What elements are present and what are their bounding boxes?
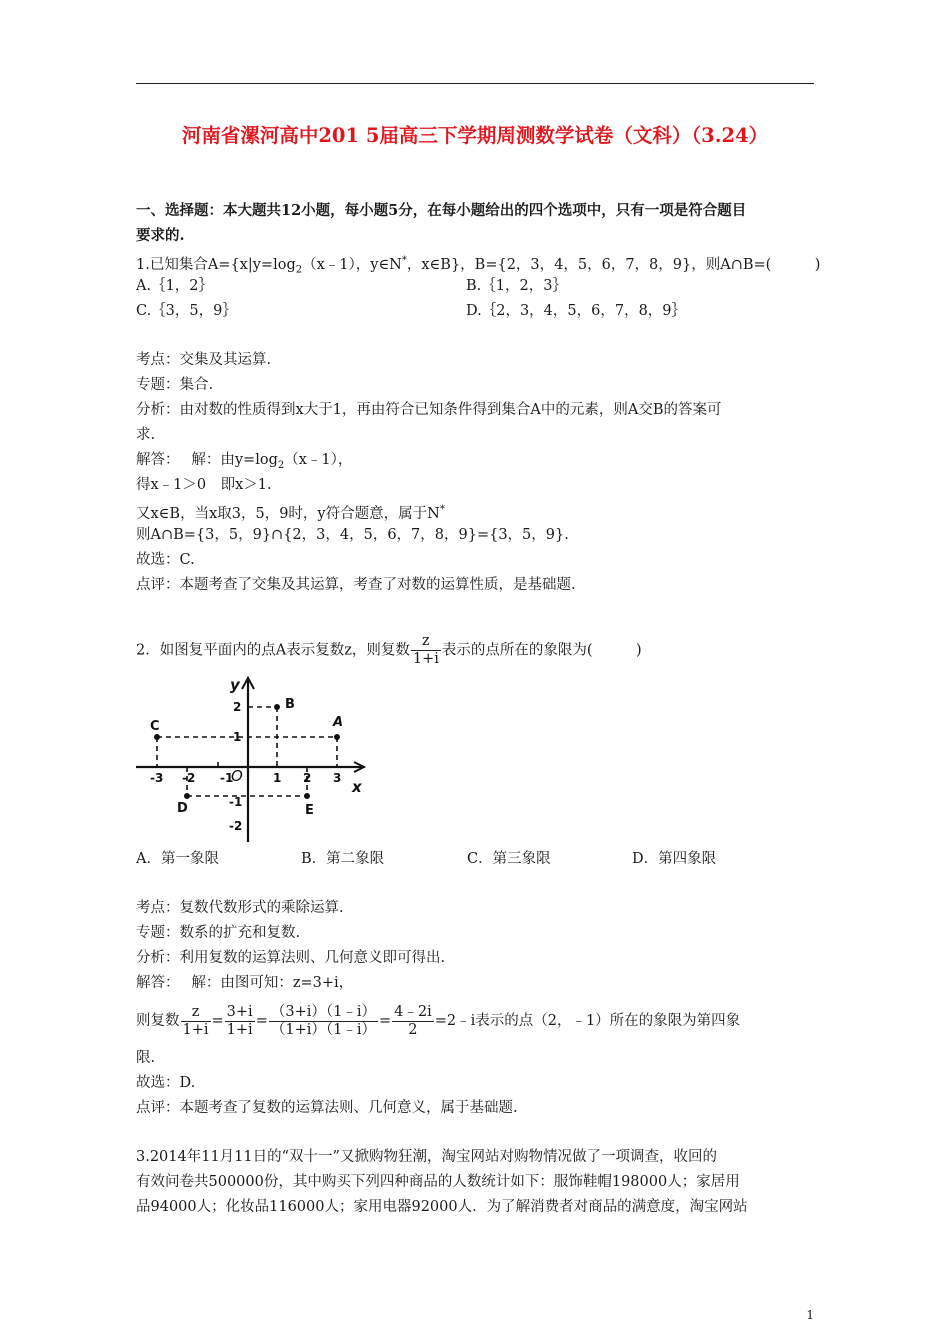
q2-kaodian: 考点：复数代数形式的乘除运算.	[136, 900, 344, 916]
xtick-2: 2	[303, 771, 312, 785]
section-heading: 一、选择题：本大题共12小题，每小题5分，在每小题给出的四个选项中，只有一项是符合题目	[136, 202, 747, 219]
q1-option-a: A.｛1，2｝	[136, 278, 214, 294]
q1-stem: 1.已知集合$A=\{x|y=\log_2(x﹣1)$，y∈N*，x∈B}，B={2，3，4，5，6，7，8，9}，则A∩B=( )	[136, 255, 821, 276]
q1-option-c: C.｛3，5，9｝	[136, 303, 237, 319]
ytick-1: 1	[233, 730, 242, 744]
q3-line-1: 3.2014年11月11日的“双十一”又掀购物狂潮，淘宝网站对购物情况做了一项调查，收回的	[136, 1149, 717, 1165]
q2-fraction: $\frac{z}{1+i}$	[412, 633, 439, 667]
origin-label: O	[231, 767, 243, 785]
q1-fenxi: 分析：由对数的性质得到x大于1，再由符合已知条件得到集合A中的元素，则A交B的答案可	[136, 402, 722, 418]
q2-option-b: B．第二象限	[301, 851, 385, 867]
point-b-label: B	[285, 697, 295, 712]
point-c-label: C	[150, 719, 160, 734]
xtick-3: 3	[333, 771, 342, 785]
q1-fenxi-cont: 求.	[136, 427, 156, 443]
q2-answer: 故选：D.	[136, 1075, 196, 1091]
page-number: 1	[806, 1308, 814, 1322]
q2-calculation: 则复数 $\frac{z}{1+i}$ = $\frac{3+i}{1+i}$ = $\frac{(3+i)(1﹣i)}{(1+i)(1﹣i)}$ = $\frac{4﹣2i}{2}$ =2﹣i表示的点（2，﹣1）所在的象限为第四象	[136, 1003, 741, 1038]
q1-comment: 点评：本题考查了交集及其运算，考查了对数的运算性质，是基础题.	[136, 577, 576, 593]
xtick-m3: -3	[150, 771, 164, 785]
q1-step1: 得x﹣1＞0 即x＞1.	[136, 477, 272, 493]
q1-jieda: 解答： 解：由$y=\log_2(x﹣1)$，	[136, 452, 353, 471]
section-heading-cont: 要求的.	[136, 227, 185, 244]
xtick-1: 1	[273, 771, 282, 785]
q3-line-2: 有效问卷共500000份，其中购买下列四种商品的人数统计如下：服饰鞋帽198000人；家居用	[136, 1174, 740, 1190]
q1-zhuanti: 专题：集合.	[136, 377, 214, 393]
page-title: 河南省漯河高中201 5届高三下学期周测数学试卷（文科）（3.24）	[181, 124, 769, 147]
q1-kaodian: 考点：交集及其运算.	[136, 352, 272, 368]
q2-option-d: D．第四象限	[632, 851, 717, 867]
axis-x-label: x	[352, 778, 362, 796]
q1-option-d: D.｛2，3，4，5，6，7，8，9｝	[466, 303, 687, 319]
ytick-2: 2	[233, 700, 242, 714]
q2-zhuanti: 专题：数系的扩充和复数.	[136, 925, 301, 941]
xtick-m1: -1	[220, 771, 234, 785]
ytick-m1: -1	[229, 795, 243, 809]
q2-fenxi: 分析：利用复数的运算法则、几何意义即可得出.	[136, 950, 446, 966]
complex-plane-figure	[132, 670, 372, 846]
q2-option-c: C．第三象限	[467, 851, 551, 867]
ytick-m2: -2	[229, 819, 243, 833]
axis-y-label: y	[230, 676, 240, 694]
q2-stem: 2．如图复平面内的点A表示复数z，则复数 $\frac{z}{1+i}$ 表示的点所在的象限为( )	[136, 633, 642, 667]
point-d-label: D	[177, 801, 188, 816]
q2-option-a: A．第一象限	[136, 851, 219, 867]
header-rule	[136, 83, 814, 84]
q2-jieda: 解答： 解：由图可知：z=3+i，	[136, 975, 354, 991]
q2-calculation-cont: 限.	[136, 1050, 156, 1066]
q3-line-3: 品94000人；化妆品116000人；家用电器92000人．为了解消费者对商品的满意度，淘宝网站	[136, 1199, 748, 1215]
xtick-m2: -2	[182, 771, 196, 785]
q2-comment: 点评：本题考查了复数的运算法则、几何意义，属于基础题.	[136, 1100, 518, 1116]
q1-step3: 则A∩B={3，5，9}∩{2，3，4，5，6，7，8，9}={3，5，9}.	[136, 527, 569, 543]
point-e-label: E	[305, 803, 314, 818]
q1-option-b: B.｛1，2，3｝	[466, 278, 567, 294]
q1-answer: 故选：C.	[136, 552, 195, 568]
q1-step2: 又x∈B，当x取3，5，9时，y符合题意，属于N*	[136, 504, 445, 522]
point-a-label: A	[333, 715, 344, 730]
